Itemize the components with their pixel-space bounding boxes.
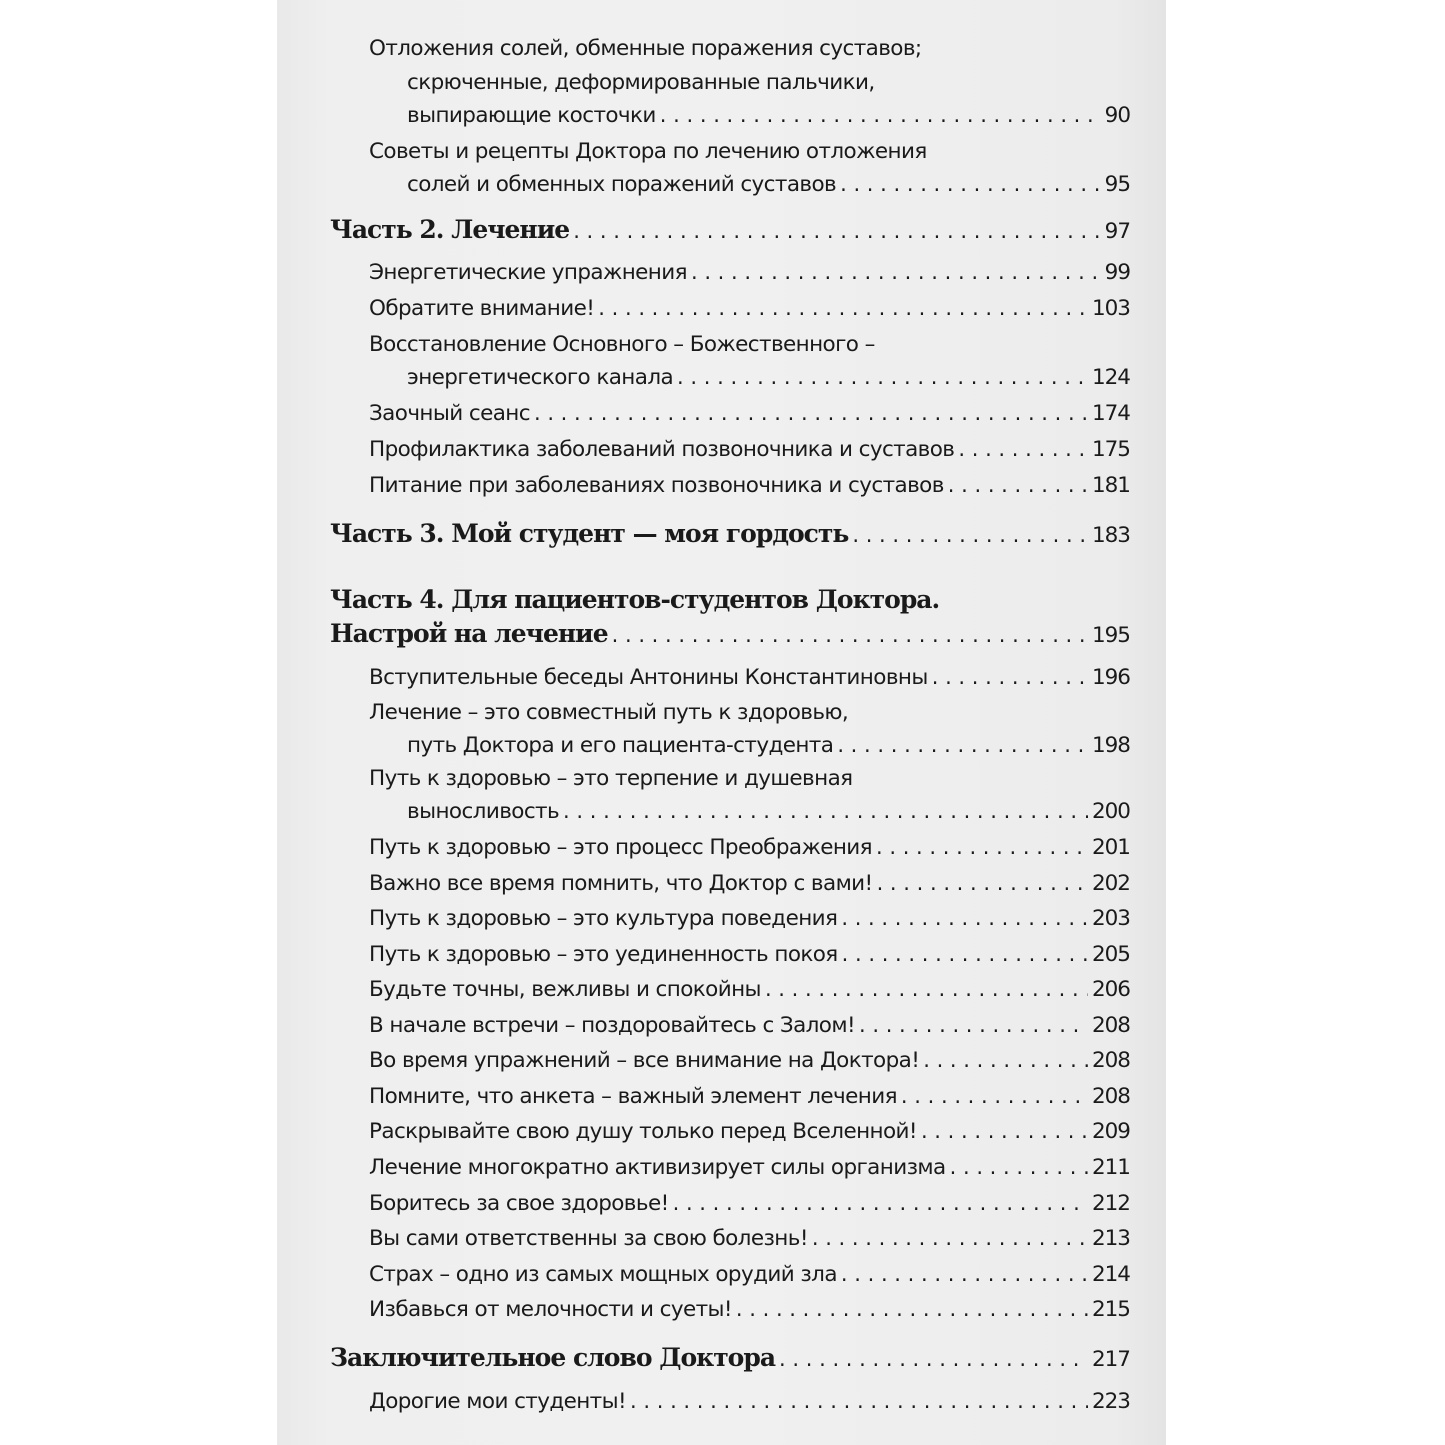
toc-entry-title: Избавься от мелочности и суеты!: [369, 1297, 732, 1322]
toc-entry-title: Путь к здоровью – это культура поведения: [369, 906, 838, 931]
toc-entry-title: Важно все время помнить, что Доктор с вами!: [369, 871, 873, 896]
toc-entry-title: Дорогие мои студенты!: [369, 1389, 627, 1414]
dot-leader: [779, 1347, 1088, 1371]
page-number: 124: [1091, 365, 1130, 390]
dot-leader: [630, 1389, 1088, 1413]
toc-entry-title: Путь к здоровью – это уединенность покоя: [369, 942, 838, 967]
toc-entry-title: Раскрывайте свою душу только перед Вселенной!: [369, 1119, 917, 1144]
dot-leader: [673, 1191, 1088, 1215]
dot-leader: [660, 103, 1101, 127]
toc-entry-title: выпирающие косточки: [407, 103, 656, 128]
toc-entry-title: Восстановление Основного – Божественного –: [369, 332, 875, 357]
toc-entry-title: Настрой на лечение: [330, 619, 608, 648]
dot-leader: [841, 1262, 1088, 1286]
page-number: 213: [1091, 1226, 1130, 1251]
toc-entry-title: Помните, что анкета – важный элемент лечения: [369, 1084, 897, 1109]
page-number: 195: [1091, 623, 1130, 648]
page-number: 90: [1104, 103, 1130, 128]
toc-entry-title: Вступительные беседы Антонины Константиновны: [369, 665, 928, 690]
page-number: 211: [1091, 1155, 1130, 1180]
page-number: 209: [1091, 1119, 1130, 1144]
dot-leader: [877, 871, 1088, 895]
toc-entry-title: Лечение многократно активизирует силы организма: [369, 1155, 946, 1180]
toc-entry-title: Обратите внимание!: [369, 296, 595, 321]
page-number: 200: [1091, 799, 1130, 824]
dot-leader: [859, 1013, 1088, 1037]
dot-leader: [932, 665, 1088, 689]
page-number: 196: [1091, 665, 1130, 690]
dot-leader: [691, 260, 1101, 284]
toc-entry-title: скрюченные, деформированные пальчики,: [407, 70, 875, 95]
page-number: 103: [1091, 296, 1130, 321]
page-number: 208: [1091, 1013, 1130, 1038]
dot-leader: [921, 1119, 1088, 1143]
page-number: 99: [1104, 260, 1130, 285]
toc-entry-title: Питание при заболеваниях позвоночника и суставов: [369, 473, 944, 498]
dot-leader: [534, 401, 1088, 425]
dot-leader: [948, 473, 1088, 497]
toc-entry-title: Часть 4. Для пациентов-студентов Доктора.: [330, 585, 940, 614]
toc-entry-title: Энергетические упражнения: [369, 260, 687, 285]
toc-entry-title: Заочный сеанс: [369, 401, 530, 426]
page-number: 198: [1091, 733, 1130, 758]
dot-leader: [573, 219, 1100, 243]
toc-entry-title: Заключительное слово Доктора: [330, 1343, 776, 1372]
dot-leader: [876, 835, 1088, 859]
toc-entry-title: Боритесь за свое здоровье!: [369, 1191, 669, 1216]
toc-entry-title: выносливость: [407, 799, 560, 824]
page-number: 208: [1091, 1048, 1130, 1073]
dot-leader: [842, 942, 1088, 966]
dot-leader: [923, 1048, 1088, 1072]
toc-entry-title: Профилактика заболеваний позвоночника и суставов: [369, 437, 955, 462]
toc-entry-title: В начале встречи – поздоровайтесь с Залом!: [369, 1013, 855, 1038]
toc-entry-title: Путь к здоровью – это процесс Преображения: [369, 835, 872, 860]
page-number: 215: [1091, 1297, 1130, 1322]
toc-entry-title: Часть 3. Мой студент — моя гордость: [330, 519, 849, 548]
toc-entry-title: путь Доктора и его пациента-студента: [407, 733, 834, 758]
dot-leader: [612, 623, 1088, 647]
toc-entry-title: солей и обменных поражений суставов: [407, 172, 837, 197]
dot-leader: [841, 906, 1088, 930]
page-number: 201: [1091, 835, 1130, 860]
page-number: 202: [1091, 871, 1130, 896]
book-page: [277, 0, 1166, 1445]
toc-entry-title: Будьте точны, вежливы и спокойны: [369, 977, 761, 1002]
toc-entry-title: Советы и рецепты Доктора по лечению отложения: [369, 139, 927, 164]
dot-leader: [901, 1084, 1088, 1108]
page-number: 97: [1104, 219, 1130, 244]
dot-leader: [598, 296, 1088, 320]
toc-entry-title: Во время упражнений – все внимание на Доктора!: [369, 1048, 920, 1073]
page-number: 183: [1091, 523, 1130, 548]
toc-entry-title: Часть 2. Лечение: [330, 215, 570, 244]
dot-leader: [765, 977, 1088, 1001]
dot-leader: [958, 437, 1088, 461]
toc-entry-title: энергетического канала: [407, 365, 674, 390]
page-number: 214: [1091, 1262, 1130, 1287]
dot-leader: [840, 172, 1101, 196]
page-number: 208: [1091, 1084, 1130, 1109]
dot-leader: [736, 1297, 1088, 1321]
toc-entry-title: Отложения солей, обменные поражения суставов;: [369, 36, 922, 61]
dot-leader: [837, 733, 1088, 757]
dot-leader: [852, 523, 1088, 547]
page-number: 206: [1091, 977, 1130, 1002]
toc-entry-title: Путь к здоровью – это терпение и душевная: [369, 766, 853, 791]
page-number: 223: [1091, 1389, 1130, 1414]
dot-leader: [563, 799, 1088, 823]
dot-leader: [677, 365, 1088, 389]
toc-entry-title: Вы сами ответственны за свою болезнь!: [369, 1226, 808, 1251]
page-number: 203: [1091, 906, 1130, 931]
toc-entry-title: Лечение – это совместный путь к здоровью,: [369, 700, 849, 725]
page-number: 95: [1104, 172, 1130, 197]
page-number: 205: [1091, 942, 1130, 967]
page-number: 181: [1091, 473, 1130, 498]
page-number: 175: [1091, 437, 1130, 462]
toc-entry-title: Страх – одно из самых мощных орудий зла: [369, 1262, 837, 1287]
dot-leader: [812, 1226, 1088, 1250]
page-number: 212: [1091, 1191, 1130, 1216]
page-number: 174: [1091, 401, 1130, 426]
dot-leader: [950, 1155, 1088, 1179]
page-number: 217: [1091, 1347, 1130, 1372]
